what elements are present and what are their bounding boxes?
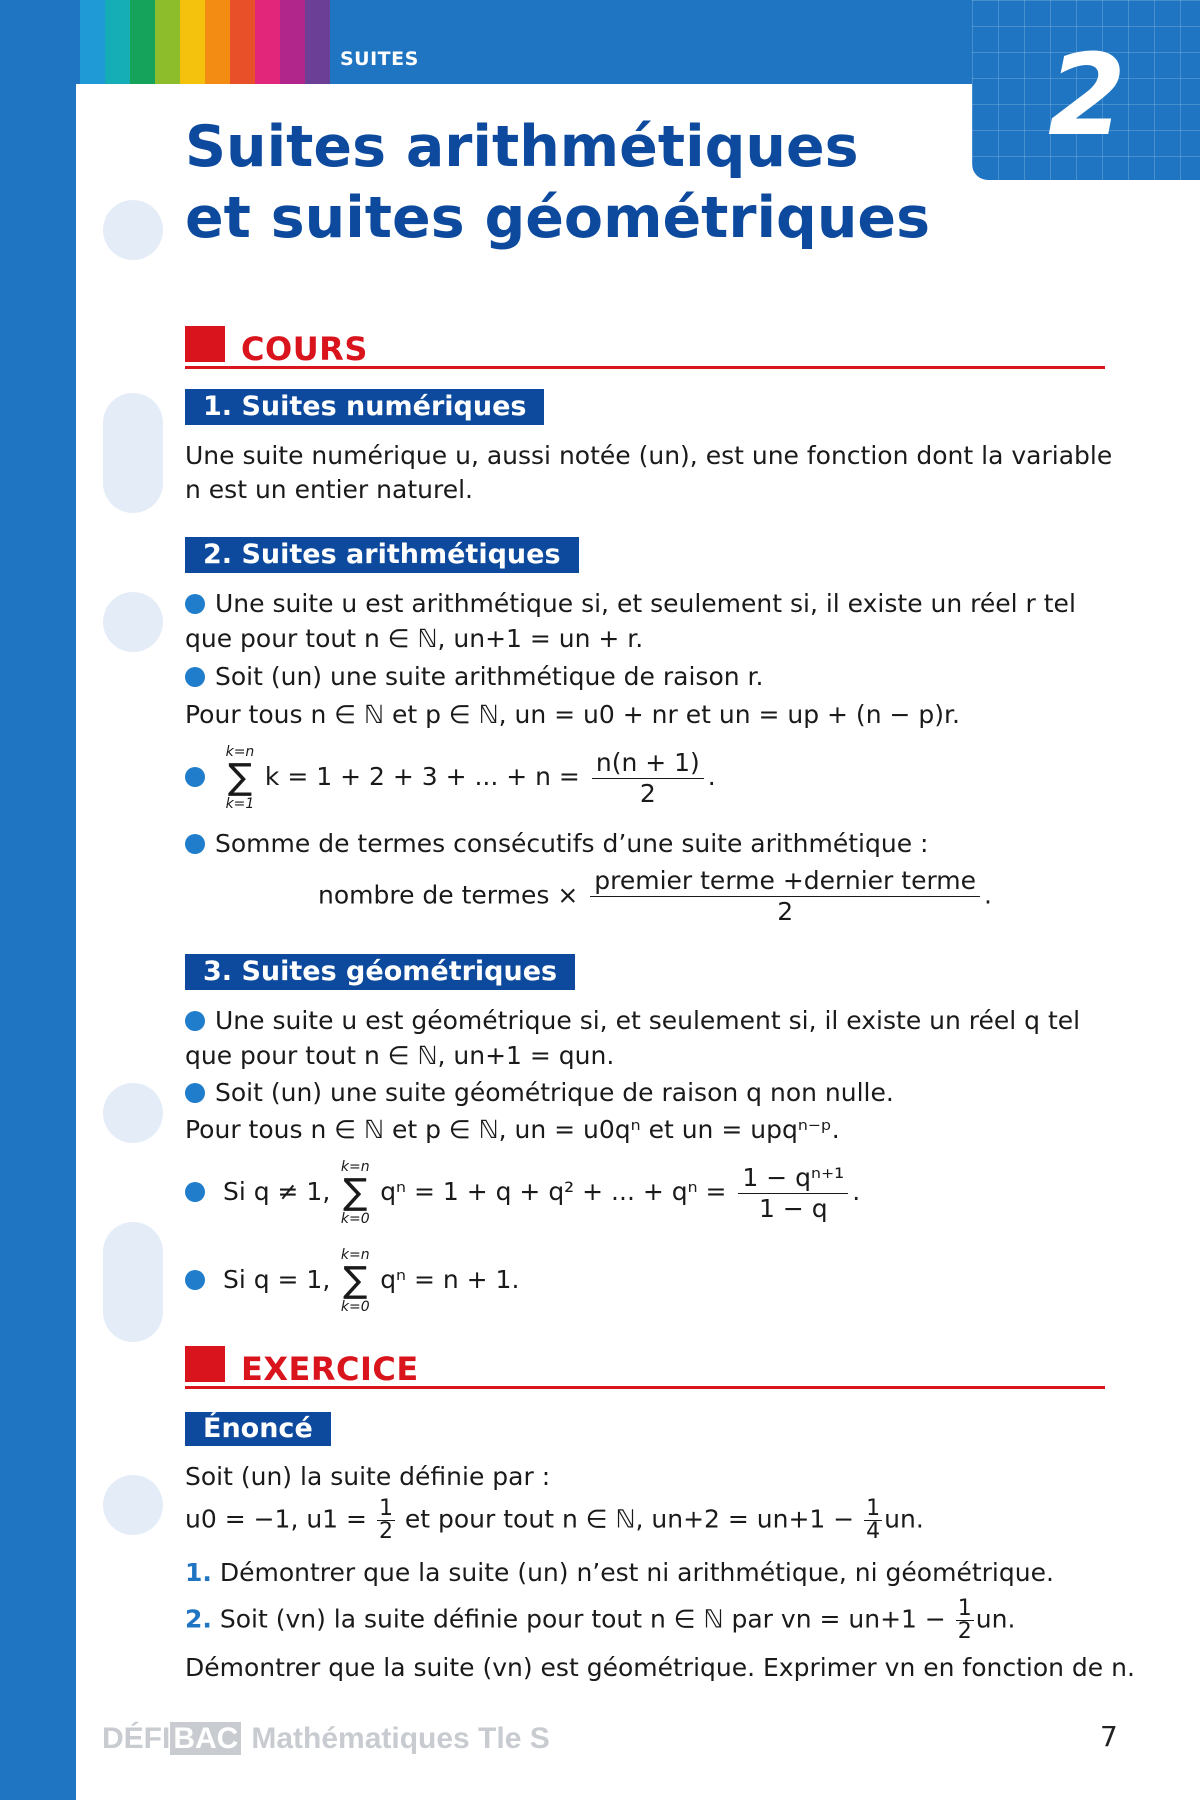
question-2-number: 2.	[185, 1604, 212, 1634]
s3-bullet-2	[185, 1078, 894, 1108]
deco-pill	[103, 1222, 163, 1342]
sum-denominator: 2	[639, 778, 656, 808]
title-line-1: Suites arithmétiques	[185, 114, 859, 180]
definition-recurrence: et pour tout n ∈ ℕ, un+2 = un+1 −	[404, 1504, 855, 1534]
sum-upper-limit: k=n	[340, 1159, 370, 1175]
s2-bullet-4	[185, 829, 928, 859]
s3-bullet-1	[185, 1006, 1080, 1036]
question-2-end: un.	[975, 1604, 1016, 1634]
section-1-title: 1. Suites numériques	[185, 389, 544, 425]
exercice-heading-text: EXERCICE	[241, 1350, 419, 1388]
section-label: SUITES	[340, 48, 419, 70]
sum-upper-limit: k=n	[340, 1247, 370, 1263]
brand-defi: DÉFI	[102, 1722, 171, 1755]
deco-circle	[103, 200, 163, 260]
enonce-label: Énoncé	[185, 1412, 331, 1446]
color-stripe	[80, 0, 105, 84]
definition-initial-terms: u0 = −1, u1 =	[185, 1504, 367, 1534]
s2-sum-formula: k=n ∑ k=1 k = 1 + 2 + 3 + ... + n = $\frac{n(n + 1)}{2}$ .	[185, 745, 716, 811]
color-stripe	[255, 0, 280, 84]
half-numerator: 1	[378, 1496, 393, 1521]
color-stripe	[205, 0, 230, 84]
deco-circle	[103, 592, 163, 652]
footer-brand	[102, 1722, 550, 1756]
s3-b2-line-1: Soit (un) une suite géométrique de raison q non nulle.	[215, 1078, 894, 1107]
formula-fraction	[590, 866, 980, 927]
exercise-definition	[185, 1498, 924, 1543]
sum-lower-limit: k=0	[340, 1299, 370, 1315]
formula-denominator: 2	[777, 897, 794, 926]
geometric-sum-numerator: 1 − qⁿ⁺¹	[738, 1163, 848, 1194]
color-stripe	[130, 0, 155, 84]
half-denominator: 2	[378, 1519, 393, 1544]
brand-subject: Mathématiques Tle S	[251, 1722, 550, 1755]
s1-line-2: n est un entier naturel.	[185, 475, 473, 504]
s2-b2-line-1: Soit (un) une suite arithmétique de raison r.	[215, 662, 764, 691]
formula-numerator: premier terme +dernier terme	[590, 866, 980, 897]
color-stripe	[305, 0, 330, 84]
sum-lower-limit: k=0	[340, 1211, 370, 1227]
bullet-dot	[185, 1182, 205, 1202]
question-2-text: Soit (vn) la suite définie pour tout n ∈ ℕ par vn = un+1 −	[219, 1604, 946, 1634]
q-ne-1-expression: qⁿ = 1 + q + q² + ... + qⁿ =	[380, 1177, 727, 1206]
geometric-sum-denominator: 1 − q	[758, 1193, 828, 1223]
heading-square	[185, 326, 225, 362]
bullet-dot	[185, 667, 205, 687]
bullet-dot	[185, 767, 205, 787]
brand-bac: BAC	[170, 1722, 241, 1755]
bullet-dot	[185, 834, 205, 854]
question-1-number: 1.	[185, 1558, 212, 1587]
color-stripe	[280, 0, 305, 84]
q-eq-1-prefix: Si q = 1,	[222, 1265, 331, 1294]
color-stripe	[155, 0, 180, 84]
formula-left: nombre de termes ×	[318, 880, 579, 910]
s2-b1-line-1: Une suite u est arithmétique si, et seulement si, il existe un réel r tel	[215, 589, 1076, 618]
sigma-symbol: k=n ∑ k=0	[338, 1248, 372, 1314]
section-3-title: 3. Suites géométriques	[185, 954, 575, 990]
title-line-2: et suites géométriques	[185, 185, 931, 251]
s3-b1-line-2: que pour tout n ∈ ℕ, un+1 = qun.	[185, 1041, 615, 1070]
q2-half-numerator: 1	[957, 1596, 972, 1621]
deco-pill	[103, 393, 163, 513]
sigma-symbol: k=n ∑ k=1	[223, 745, 257, 811]
quarter-numerator: 1	[866, 1496, 881, 1521]
deco-circle	[103, 1083, 163, 1143]
exercice-heading	[185, 1346, 1105, 1389]
s2-bullet-1	[185, 589, 1076, 619]
sum-fraction	[592, 748, 704, 809]
sum-expression: k = 1 + 2 + 3 + ... + n =	[264, 762, 580, 791]
s3-sum-q-eq-1	[185, 1248, 519, 1314]
q2-half-denominator: 2	[957, 1619, 972, 1644]
definition-end: un.	[884, 1504, 924, 1534]
sum-lower-limit: k=1	[225, 796, 255, 812]
sigma-symbol: k=n ∑ k=0	[338, 1160, 372, 1226]
heading-square	[185, 1346, 225, 1382]
cours-heading-text: COURS	[241, 330, 368, 368]
s2-bullet-2	[185, 662, 763, 692]
deco-circle	[103, 1475, 163, 1535]
cours-heading	[185, 326, 1105, 369]
question-1-text: Démontrer que la suite (un) n’est ni arithmétique, ni géométrique.	[219, 1558, 1054, 1587]
color-stripe	[105, 0, 130, 84]
s1-line-1: Une suite numérique u, aussi notée (un), est une fonction dont la variable	[185, 441, 1113, 470]
bullet-dot	[185, 1270, 205, 1290]
quarter-fraction	[864, 1498, 882, 1543]
question-2-second-line: Démontrer que la suite (vn) est géométrique. Exprimer vn en fonction de n.	[185, 1653, 1135, 1682]
quarter-denominator: 4	[866, 1519, 881, 1544]
left-color-band	[0, 0, 76, 1800]
q2-half-fraction	[956, 1598, 974, 1643]
q-ne-1-prefix: Si q ≠ 1,	[222, 1177, 331, 1206]
bullet-dot	[185, 1083, 205, 1103]
s3-sum-q-ne-1: Si q ≠ 1, k=n ∑ k=0 qⁿ = 1 + q + q² + ... + qⁿ = $\frac{\text{1 − qⁿ⁺¹}}{1 - q}$ .	[185, 1160, 860, 1226]
question-2	[185, 1598, 1015, 1643]
s2-consecutive-sum-formula: nombre de termes × $\frac{\text{premier terme +dernier terme}}{2}$ .	[318, 866, 992, 926]
page-title	[185, 112, 930, 254]
exercise-line-1: Soit (un) la suite définie par :	[185, 1462, 551, 1491]
sum-upper-limit: k=n	[225, 744, 255, 760]
chapter-number: 2	[1048, 31, 1126, 161]
color-stripes	[80, 0, 330, 84]
half-fraction	[377, 1498, 395, 1543]
color-stripe	[180, 0, 205, 84]
s3-b2-line-2: Pour tous n ∈ ℕ et p ∈ ℕ, un = u0qⁿ et un = upqⁿ⁻ᵖ.	[185, 1115, 840, 1144]
sum-numerator: n(n + 1)	[592, 748, 704, 779]
s2-b2-line-2: Pour tous n ∈ ℕ et p ∈ ℕ, un = u0 + nr et un = up + (n − p)r.	[185, 700, 960, 729]
geometric-sum-fraction	[738, 1163, 848, 1224]
s2-b4-text: Somme de termes consécutifs d’une suite arithmétique :	[215, 829, 929, 858]
s2-b1-line-2: que pour tout n ∈ ℕ, un+1 = un + r.	[185, 624, 644, 653]
color-stripe	[230, 0, 255, 84]
page-number: 7	[1100, 1720, 1118, 1753]
bullet-dot	[185, 594, 205, 614]
s3-b1-line-1: Une suite u est géométrique si, et seulement si, il existe un réel q tel	[215, 1006, 1081, 1035]
q-eq-1-expression: qⁿ = n + 1.	[380, 1265, 520, 1294]
section-2-title: 2. Suites arithmétiques	[185, 537, 579, 573]
question-1	[185, 1558, 1054, 1588]
bullet-dot	[185, 1011, 205, 1031]
